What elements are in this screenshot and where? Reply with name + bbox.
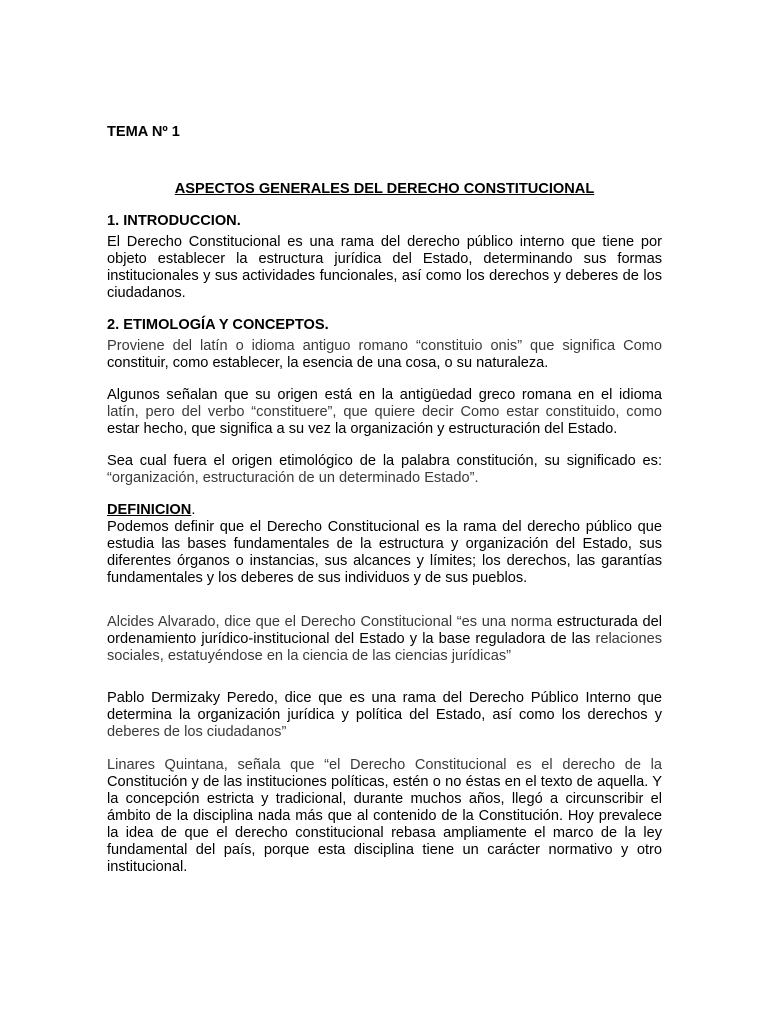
pablo-text: Pablo Dermizaky Peredo, dice que es una rama del Derecho Público Interno que determina la organización jurídica y política del Estado, así como los derechos y xyxy=(107,690,662,723)
etimologia-p2-line-3: estar hecho, que significa a su vez la organización y estructuración del Estado. xyxy=(107,421,618,437)
document-page xyxy=(107,124,662,876)
alcides-line-1b: estructurada xyxy=(552,614,638,630)
document-title xyxy=(107,181,662,198)
etimologia-p3-line-2: “organización, estructuración de un determinado Estado”. xyxy=(107,470,479,486)
etimologia-p3-line-1: Sea cual fuera el origen etimológico de la palabra constitución, su significado es: xyxy=(107,453,662,469)
pablo-paragraph xyxy=(107,690,662,741)
etimologia-p1-line-2: constituir, como establecer, la esencia de una cosa, o su naturaleza. xyxy=(107,355,549,371)
introduccion-heading: 1. INTRODUCCION. xyxy=(107,213,241,229)
definicion-paragraph: Podemos definir que el Derecho Constitucional es la rama del derecho público que estudia las bases fundamentales de la estructura y organización del Estado, sus diferentes órganos o instancias, sus alcances y límites; los derechos, las garantías fundamentales y los deberes de sus individuos y de sus pueblos. xyxy=(107,519,662,586)
etimologia-paragraph-1 xyxy=(107,338,662,372)
etimologia-paragraph-3 xyxy=(107,453,662,487)
alcides-paragraph xyxy=(107,614,662,665)
linares-paragraph xyxy=(107,757,662,876)
etimologia-p2-line-1: Algunos señalan que su origen está en la antigüedad greco romana en el idioma xyxy=(107,387,662,403)
tema-label: TEMA Nº 1 xyxy=(107,124,180,140)
etimologia-heading: 2. ETIMOLOGÍA Y CONCEPTOS. xyxy=(107,317,329,333)
etimologia-p1-line-1: Proviene del latín o idioma antiguo romano “constituio onis” que significa Como xyxy=(107,338,662,354)
linares-text: Constitución y de las instituciones políticas, estén o no éstas en el texto de aquella. Y la concepción estricta y tradicional, durante muchos años, llegó a circunscribir el ámbito de la disciplina nada más que al contenido de la Constitución. Hoy prevalece la idea de que el derecho constitucional rebasa ampliamente el marco de la ley fundamental del país, porque esta disciplina tiene un carácter normativo y otro institucional. xyxy=(107,774,662,875)
definicion-heading-text: DEFINICION xyxy=(107,502,192,518)
alcides-line-1a: Alcides Alvarado, dice que el Derecho Constitucional “es una norma xyxy=(107,614,553,630)
definicion-heading-period: . xyxy=(191,502,196,518)
etimologia-paragraph-2 xyxy=(107,387,662,438)
document-title-text: ASPECTOS GENERALES DEL DERECHO CONSTITUCIONAL xyxy=(174,181,595,197)
introduccion-paragraph: El Derecho Constitucional es una rama del derecho público interno que tiene por objeto establecer la estructura jurídica del Estado, determinando sus formas institucionales y sus actividades funcionales, así como los derechos y deberes de los ciudadanos. xyxy=(107,234,662,301)
linares-line-1: Linares Quintana, señala que “el Derecho Constitucional es el derecho de la xyxy=(107,757,662,773)
etimologia-p2-line-2: latín, pero del verbo “constituere”, que quiere decir Como estar constituido, como xyxy=(107,404,662,420)
alcides-line-3: relaciones sociales, estatuyéndose en la ciencia de las ciencias jurídicas” xyxy=(107,631,662,664)
alcides-line-2: del ordenamiento jurídico-institucional del Estado y la base reguladora de las xyxy=(107,614,662,647)
pablo-text-end: deberes de los ciudadanos” xyxy=(107,724,287,740)
definicion-heading xyxy=(107,502,662,519)
